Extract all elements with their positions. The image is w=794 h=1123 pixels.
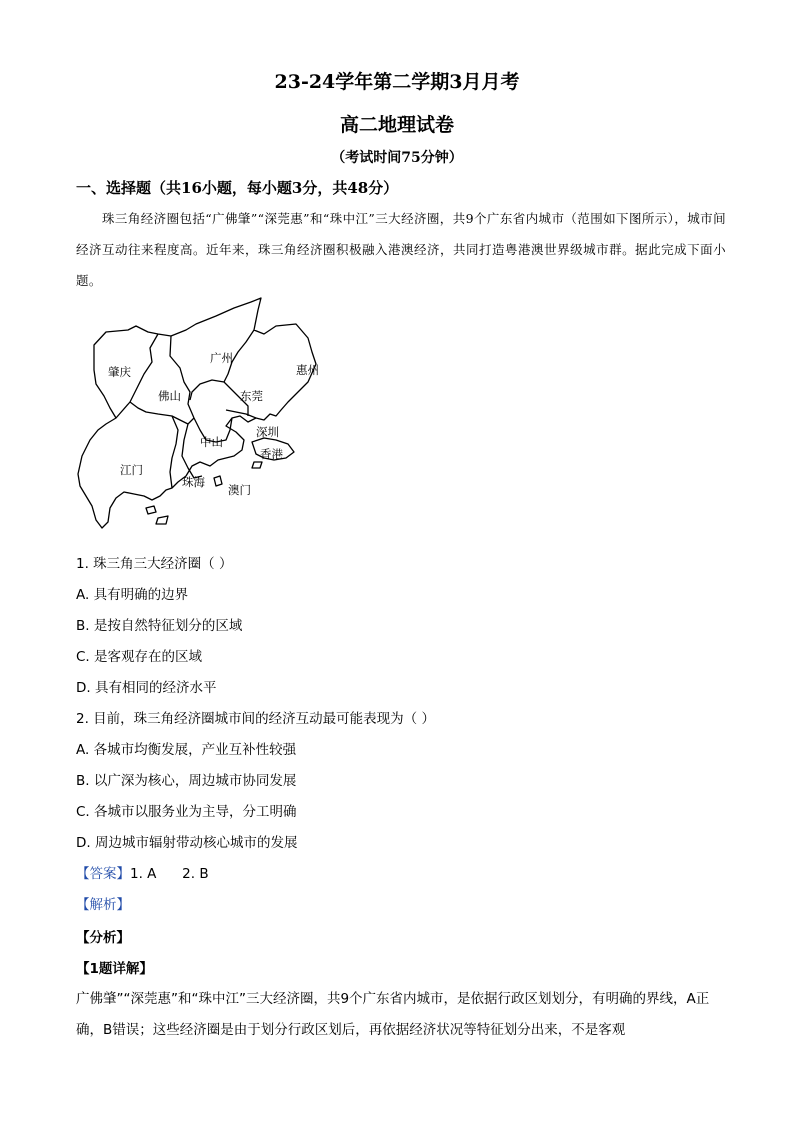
map-label-huizhou: 惠州 — [296, 363, 319, 377]
map-label-guangzhou: 广州 — [210, 351, 233, 365]
map-label-dongguan: 东莞 — [240, 389, 263, 403]
answer-value: 1. A 2. B — [130, 866, 209, 882]
boundary-foshan-jiangmen — [130, 402, 194, 424]
islet-2 — [156, 516, 168, 524]
answer-label: 【答案】 — [76, 866, 130, 882]
intro-paragraph: 珠三角经济圈包括“广佛肇”“深莞惠”和“珠中江”三大经济圈，共9个广东省内城市（范围如下图所示），城市间经济互动往来程度高。近年来，珠三角经济圈积极融入港澳经济，共同打造粤港澳世界级城市群。据此完成下面小题。 — [76, 211, 726, 288]
answer-line — [76, 862, 209, 882]
macau-island — [214, 476, 222, 486]
boundary-foshan-guangzhou — [170, 336, 194, 418]
detail-text: 广佛肇”“深莞惠”和“珠中江”三大经济圈，共9个广东省内城市，是依据行政区划划分，有明确的界线，A正确，B错误；这些经济圈是由于划分行政区划后，再依据经济状况等特征划分出来，不是客观 — [76, 991, 710, 1038]
pearl-river-delta-map — [76, 290, 319, 540]
detail-heading: 【1题详解】 — [76, 961, 153, 977]
map-label-shenzhen: 深圳 — [256, 425, 279, 439]
fenxi-label: 【分析】 — [76, 930, 130, 946]
exam-title: 23-24学年第二学期3月月考 — [274, 71, 520, 93]
boundary-zhuhai — [182, 424, 202, 478]
map-label-zhaoqing: 肇庆 — [108, 365, 131, 379]
question-1-option-a: A. 具有明确的边界 — [76, 587, 189, 603]
question-2-option-d: D. 周边城市辐射带动核心城市的发展 — [76, 835, 298, 851]
question-2-option-a: A. 各城市均衡发展，产业互补性较强 — [76, 742, 297, 758]
map-label-zhuhai: 珠海 — [182, 475, 205, 489]
question-1-stem: 1. 珠三角三大经济圈（ ） — [76, 556, 233, 572]
boundary-jiangmen-zhuhai — [170, 416, 178, 488]
question-2-stem: 2. 目前，珠三角经济圈城市间的经济互动最可能表现为（ ） — [76, 711, 435, 727]
map-label-foshan: 佛山 — [158, 389, 181, 403]
islet-1 — [146, 506, 156, 514]
map-label-macau: 澳门 — [228, 483, 251, 497]
section-heading: 一、选择题（共16小题，每小题3分，共48分） — [76, 179, 399, 197]
question-2-option-c: C. 各城市以服务业为主导，分工明确 — [76, 804, 297, 820]
small-island — [252, 462, 262, 468]
question-2-option-b: B. 以广深为核心，周边城市协同发展 — [76, 773, 297, 789]
question-1-option-b: B. 是按自然特征划分的区域 — [76, 618, 243, 634]
exam-subtitle: 高二地理试卷 — [339, 114, 454, 136]
exam-duration: （考试时间75分钟） — [331, 150, 463, 166]
jiexi-label: 【解析】 — [76, 897, 130, 913]
question-1-option-d: D. 具有相同的经济水平 — [76, 680, 217, 696]
map-label-hongkong: 香港 — [260, 447, 283, 461]
question-1-option-c: C. 是客观存在的区域 — [76, 649, 203, 665]
boundary-guangzhou-dongguan — [190, 380, 224, 400]
map-outline — [78, 298, 316, 528]
map-label-zhongshan: 中山 — [200, 435, 223, 449]
map-label-jiangmen: 江门 — [120, 463, 143, 477]
